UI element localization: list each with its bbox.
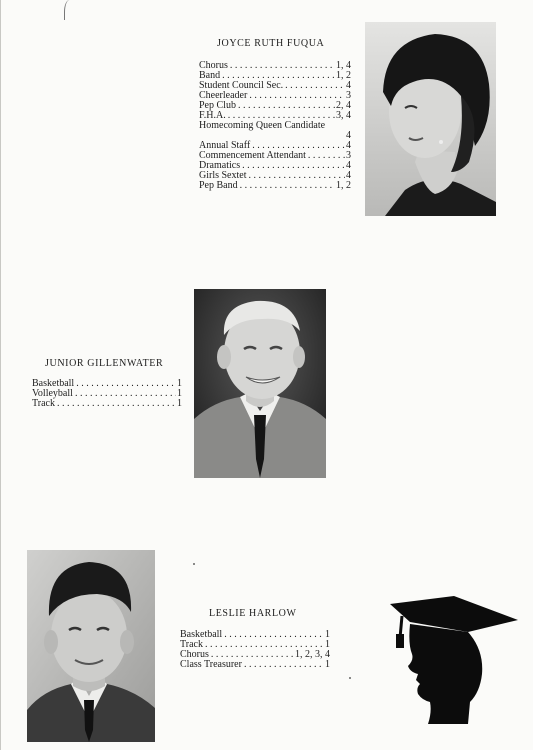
activity-years: 1 bbox=[177, 388, 182, 399]
activity-years: 1, 2, 3, 4 bbox=[295, 649, 330, 660]
portrait-photo-gillenwater bbox=[194, 289, 326, 478]
activity-label: Basketball bbox=[180, 629, 223, 640]
page-curl-mark bbox=[64, 0, 73, 20]
activity-years: 1 bbox=[177, 398, 182, 409]
activity-label: Band bbox=[199, 70, 221, 81]
activity-years: 2, 4 bbox=[336, 100, 351, 111]
activity-label: Cheerleader bbox=[199, 90, 248, 101]
activity-label: Student Council Sec. bbox=[199, 80, 284, 91]
page-edge bbox=[0, 0, 1, 750]
activity-label: Basketball bbox=[32, 378, 75, 389]
activity-row bbox=[180, 660, 330, 670]
activity-years: 1 bbox=[325, 629, 330, 640]
activity-label: Pep Band bbox=[199, 180, 238, 191]
activity-years: 1 bbox=[177, 378, 182, 389]
activity-years: 1, 2 bbox=[336, 70, 351, 81]
activity-row bbox=[199, 121, 351, 141]
activity-row bbox=[32, 399, 182, 409]
student-name-gillenwater: JUNIOR GILLENWATER bbox=[45, 358, 164, 369]
activity-label: Chorus bbox=[180, 649, 209, 660]
activity-years: 3 bbox=[346, 90, 351, 101]
activity-years: 4 bbox=[346, 130, 351, 141]
portrait-photo-fuqua bbox=[365, 22, 496, 216]
print-speck bbox=[193, 563, 195, 565]
activity-label: Girls Sextet bbox=[199, 170, 247, 181]
activity-label: Chorus bbox=[199, 60, 228, 71]
student-name-harlow: LESLIE HARLOW bbox=[209, 608, 297, 619]
activity-years: 3 bbox=[346, 150, 351, 161]
activity-years: 4 bbox=[346, 160, 351, 171]
activity-label: Dramatics bbox=[199, 160, 241, 171]
activity-years: 4 bbox=[346, 170, 351, 181]
activity-row bbox=[199, 181, 351, 191]
activity-label: Volleyball bbox=[32, 388, 73, 399]
activity-label: F.H.A. bbox=[199, 110, 226, 121]
activity-label: Track bbox=[180, 639, 203, 650]
activity-label: Track bbox=[32, 398, 55, 409]
activity-years: 4 bbox=[346, 140, 351, 151]
activity-label: Commencement Attendant bbox=[199, 150, 306, 161]
student-name-fuqua: JOYCE RUTH FUQUA bbox=[217, 38, 325, 49]
portrait-photo-harlow bbox=[27, 550, 155, 742]
activity-years: 3, 4 bbox=[336, 110, 351, 121]
print-speck bbox=[349, 677, 351, 679]
activity-years: 1 bbox=[325, 639, 330, 650]
activity-list-harlow bbox=[180, 630, 330, 670]
activity-list-fuqua bbox=[199, 61, 351, 191]
activity-label: Pep Club bbox=[199, 100, 236, 111]
activity-years: 1, 2 bbox=[336, 180, 351, 191]
activity-years: 4 bbox=[346, 80, 351, 91]
graduate-silhouette-icon bbox=[388, 594, 518, 724]
activity-label: Class Treasurer bbox=[180, 659, 242, 670]
activity-label: Annual Staff bbox=[199, 140, 251, 151]
activity-years: 1, 4 bbox=[336, 60, 351, 71]
activity-years: 1 bbox=[325, 659, 330, 670]
activity-row bbox=[199, 61, 351, 71]
activity-list-gillenwater bbox=[32, 379, 182, 409]
activity-label: Homecoming Queen Candidate bbox=[199, 120, 326, 131]
